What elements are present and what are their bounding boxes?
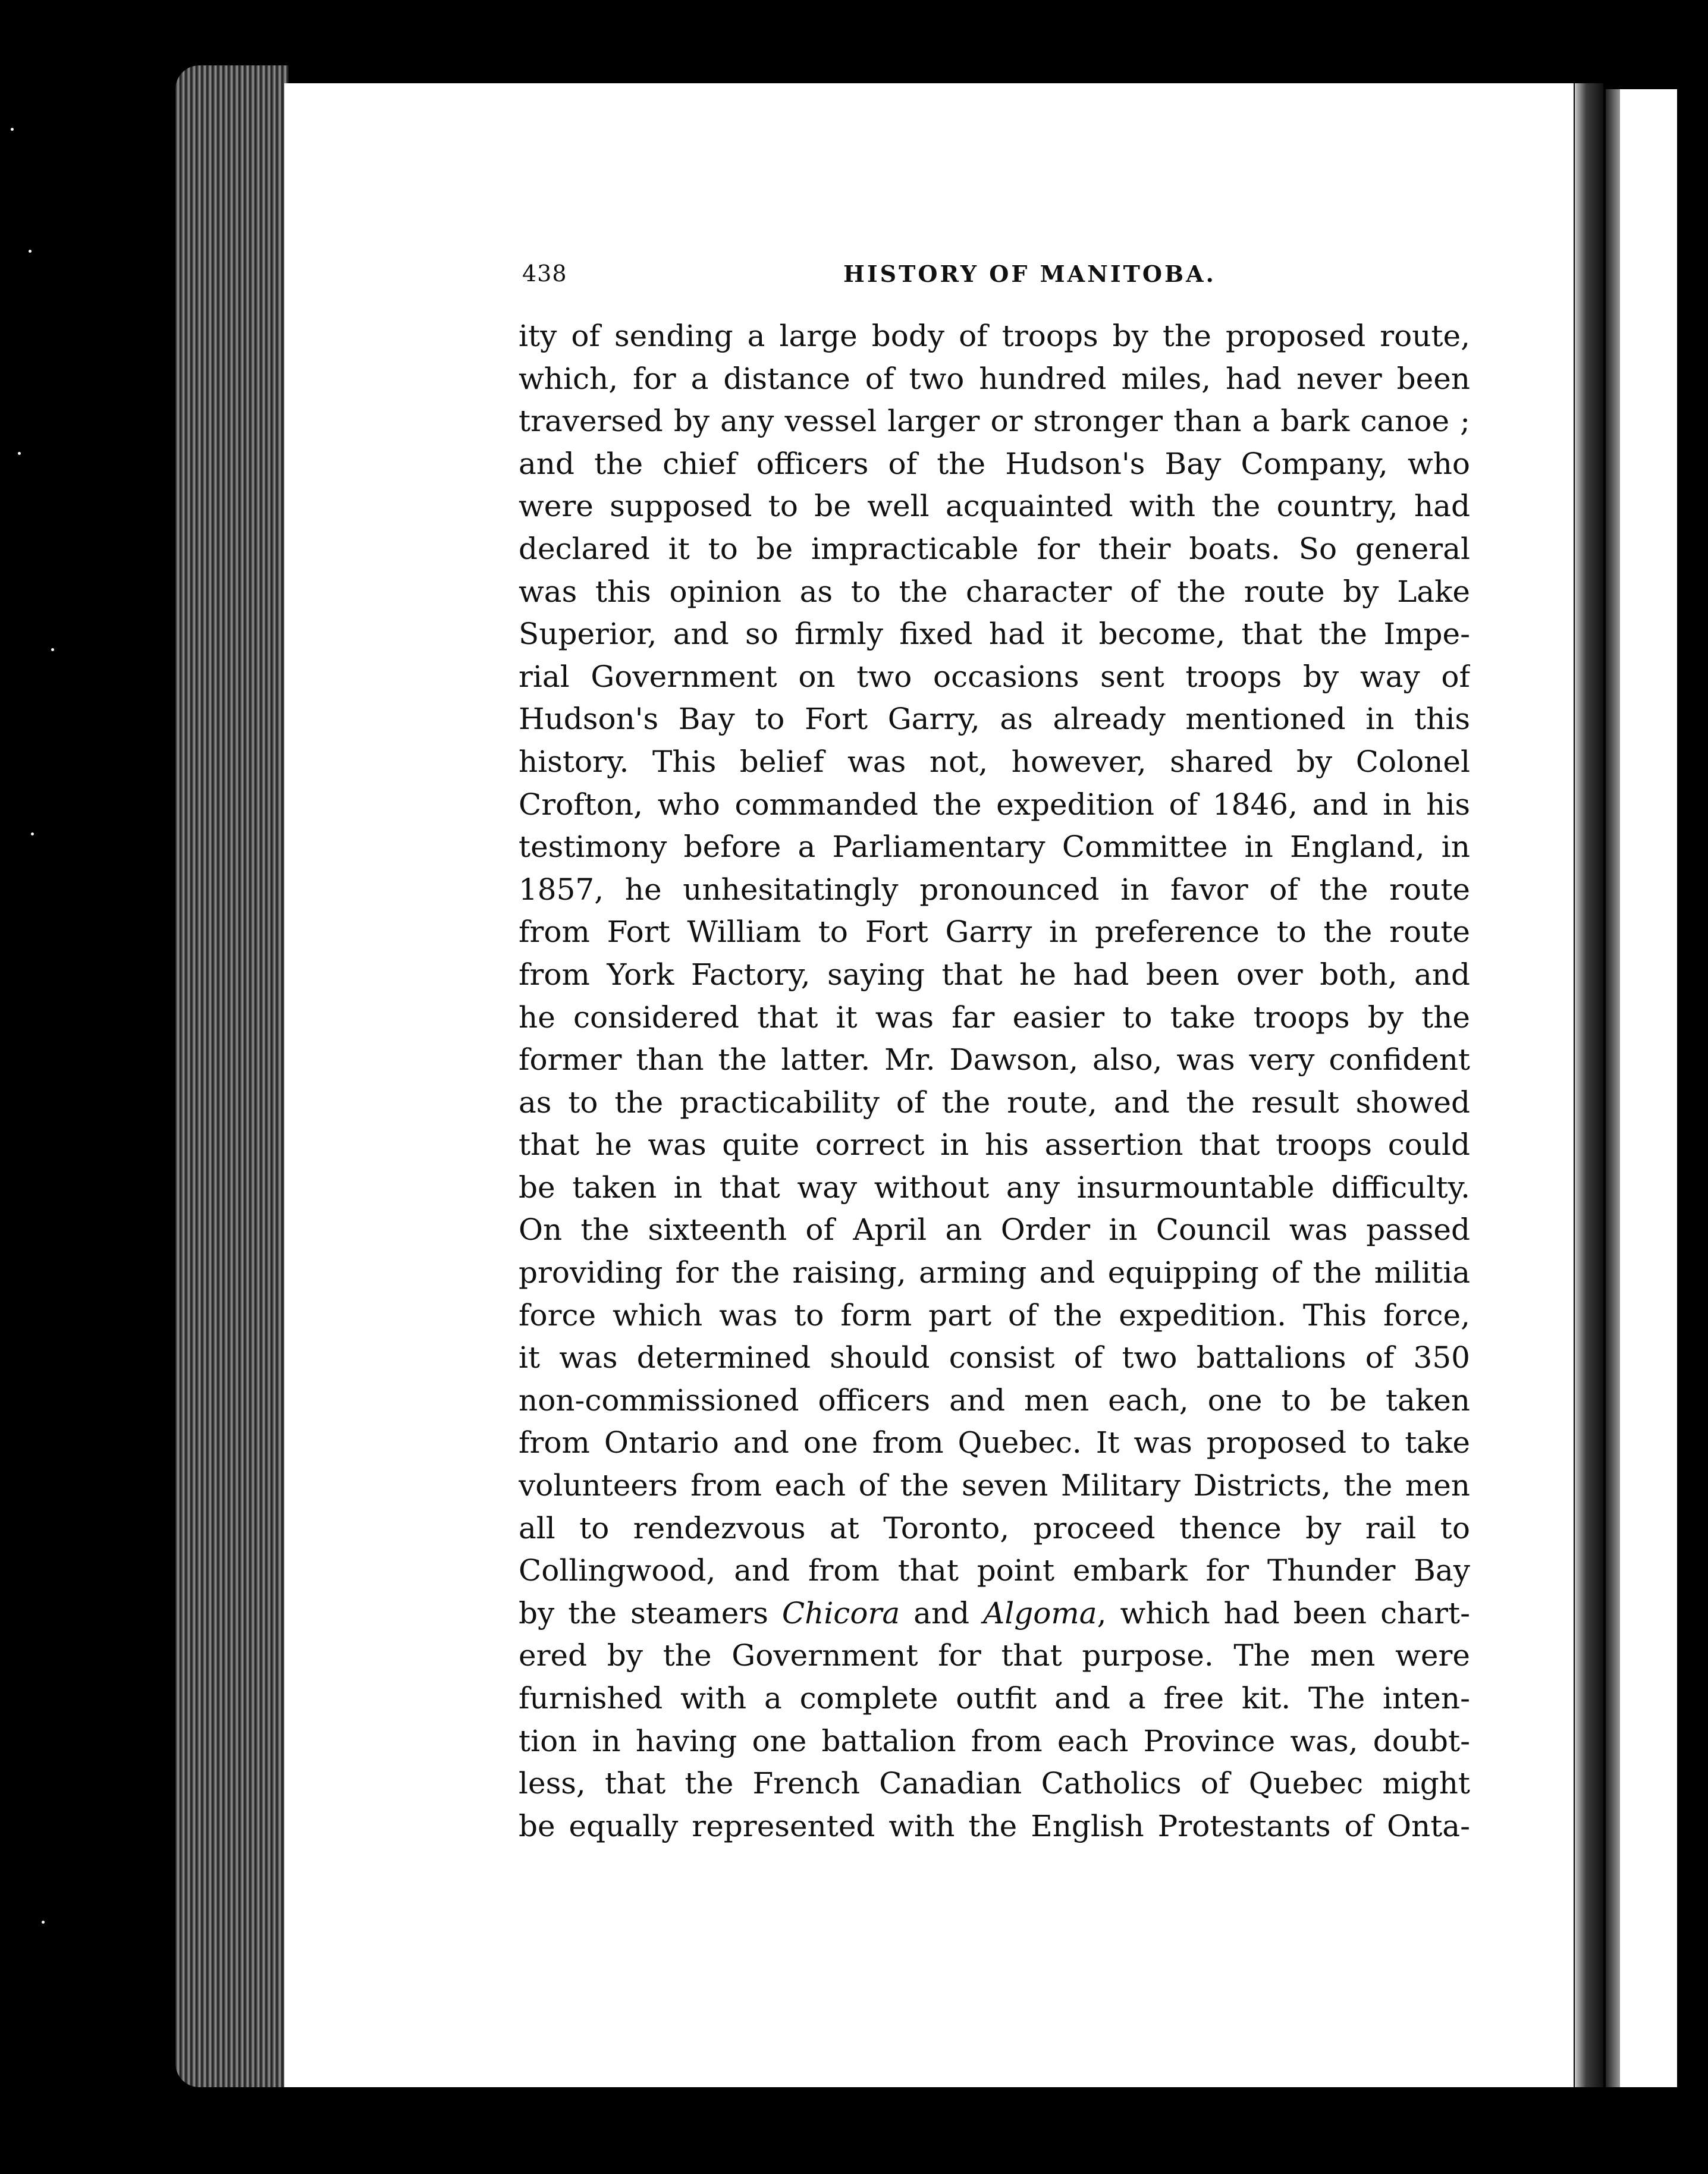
scan-speck <box>11 128 14 131</box>
scan-speck <box>18 452 21 455</box>
text-run: , which had been chart- <box>1097 1595 1470 1630</box>
text-line: ity of sending a large body of troops by the proposed route, <box>519 319 1470 353</box>
text-line: On the sixteenth of April an Order in Council was passed <box>519 1212 1470 1248</box>
text-line: ered by the Government for that purpose. The men were <box>519 1638 1470 1673</box>
text-line: history. This belief was not, however, shared by Colonel <box>519 744 1470 779</box>
text-line: force which was to form part of the expedition. This force, <box>519 1298 1470 1333</box>
body-text <box>519 315 1470 1848</box>
scan-speck <box>1183 201 1186 204</box>
text-line: Superior, and so firmly fixed had it become, that the Impe- <box>519 617 1470 652</box>
text-line: he considered that it was far easier to take troops by the <box>519 1000 1470 1035</box>
text-line: from York Factory, saying that he had been over both, and <box>519 957 1470 992</box>
text-line: Crofton, who commanded the expedition of 1846, and in his <box>519 787 1470 822</box>
text-line: were supposed to be well acquainted with the country, had <box>519 489 1470 524</box>
text-line: testimony before a Parliamentary Committee in England, in <box>519 830 1470 865</box>
ship-name: Chicora <box>781 1595 900 1630</box>
text-line: be equally represented with the English Protestants of Onta- <box>519 1808 1470 1843</box>
text-line: and the chief officers of the Hudson's Bay Company, who <box>519 446 1470 481</box>
page-gutter-shadow <box>1575 83 1603 2087</box>
text-line: providing for the raising, arming and equipping of the militia <box>519 1255 1470 1290</box>
page-number: 438 <box>522 260 567 287</box>
scan-speck <box>29 250 32 253</box>
text-line: less, that the French Canadian Catholics of Quebec might <box>519 1766 1470 1801</box>
text-line: traversed by any vessel larger or stronger than a bark canoe ; <box>519 404 1470 439</box>
running-head <box>522 260 1468 296</box>
book-page-edges <box>175 65 288 2087</box>
text-line: from Fort William to Fort Garry in preference to the route <box>519 915 1470 950</box>
text-line: declared it to be impracticable for their boats. So general <box>519 531 1470 566</box>
text-line: was this opinion as to the character of the route by Lake <box>519 574 1470 609</box>
ship-name: Algoma <box>983 1595 1097 1630</box>
text-line: 1857, he unhesitatingly pronounced in favor of the route <box>519 872 1470 907</box>
text-line: Collingwood, and from that point embark for Thunder Bay <box>519 1553 1470 1588</box>
text-line: rial Government on two occasions sent troops by way of <box>519 659 1470 694</box>
text-line: furnished with a complete outfit and a free kit. The inten- <box>519 1681 1470 1716</box>
text-line: Hudson's Bay to Fort Garry, as already mentioned in this <box>519 702 1470 737</box>
scan-speck <box>31 832 34 835</box>
scan-speck <box>1508 1323 1511 1326</box>
text-line: all to rendezvous at Toronto, proceed thence by rail to <box>519 1510 1470 1545</box>
text-line: non-commissioned officers and men each, one to be taken <box>519 1383 1470 1418</box>
text-line: tion in having one battalion from each Province was, doubt- <box>519 1723 1470 1758</box>
text-line: as to the practicability of the route, and the result showed <box>519 1085 1470 1120</box>
text-line <box>519 1592 1470 1635</box>
scan-speck <box>42 1921 45 1924</box>
text-line: it was determined should consist of two battalions of 350 <box>519 1340 1470 1375</box>
running-title: HISTORY OF MANITOBA. <box>843 260 1216 287</box>
text-line: former than the latter. Mr. Dawson, also, was very confident <box>519 1042 1470 1077</box>
text-line: volunteers from each of the seven Military Districts, the men <box>519 1468 1470 1503</box>
text-line: which, for a distance of two hundred miles, had never been <box>519 361 1470 396</box>
text-line: be taken in that way without any insurmountable difficulty. <box>519 1170 1470 1205</box>
text-line: from Ontario and one from Quebec. It was proposed to take <box>519 1425 1470 1460</box>
scan-speck <box>51 648 54 651</box>
text-run: by the steamers <box>519 1595 782 1630</box>
text-line: that he was quite correct in his assertion that troops could <box>519 1127 1470 1163</box>
text-run: and <box>900 1595 984 1630</box>
facing-page-shadow <box>1606 89 1620 2087</box>
